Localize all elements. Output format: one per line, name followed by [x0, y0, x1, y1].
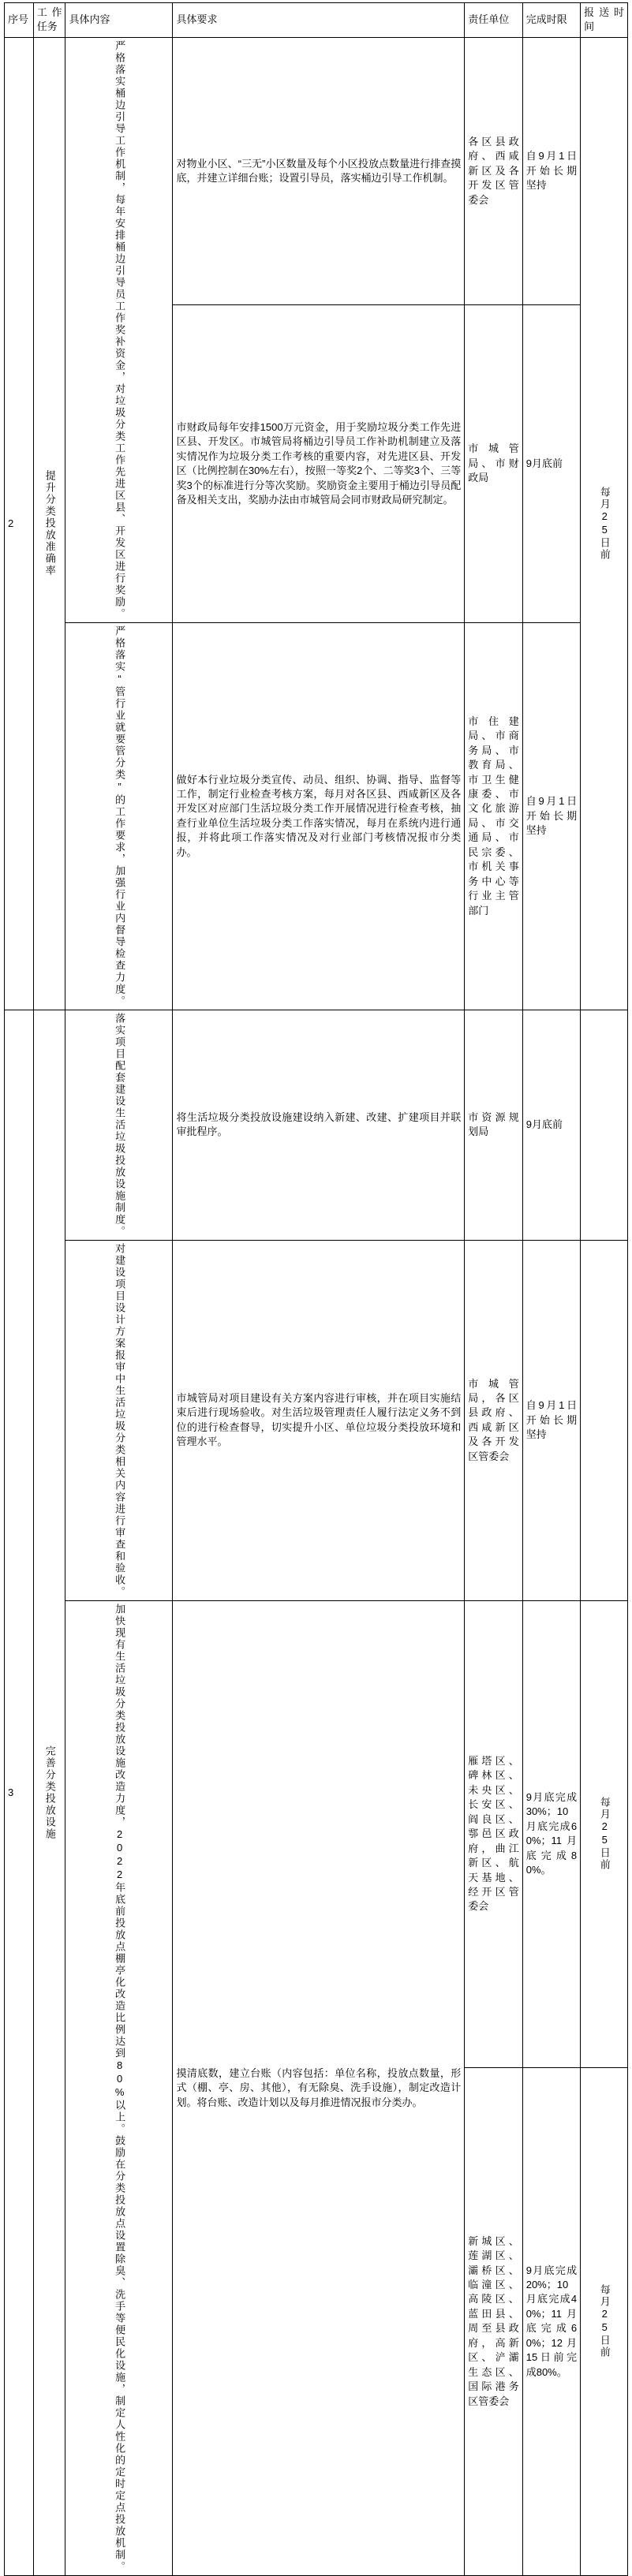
header-requirement	[173, 3, 465, 38]
header-deadline-label: 完成时限	[525, 13, 567, 26]
row-task-label: 完善分类投放设施	[43, 1745, 56, 1840]
row-content	[65, 1600, 173, 2575]
row-deadline	[522, 622, 580, 1010]
header-responsible-label: 责任单位	[468, 13, 510, 26]
row-responsible-label: 市城管局，各区县政府、西咸新区及各开发区管委会	[468, 1377, 519, 1462]
row-report	[581, 37, 628, 1010]
table-row	[5, 1240, 628, 1600]
header-report-label: 报送时间	[584, 6, 624, 33]
row-responsible-label: 新城区、莲湖区、灞桥区、临潼区、高陵区、蓝田县、周至县政府，高新区、浐灞生态区、国际港务区管委会	[468, 2234, 519, 2407]
row-content-label: 严格落实“管行业就要管分类”的工作要求，加强行业内督导检查力度。	[114, 625, 126, 1007]
row-responsible	[465, 2067, 522, 2575]
header-seq-label: 序号	[8, 13, 29, 26]
header-task-label: 工作任务	[36, 6, 62, 33]
row-seq	[5, 37, 34, 1010]
row-responsible-label: 市住建局、市商务局、市教育局、市卫生健康委、市文化旅游局、市交通局、市民宗委、市机关事务中心等行业主管部门	[468, 715, 519, 917]
row-requirement	[173, 37, 465, 304]
header-content	[65, 3, 173, 38]
row-content-label: 对建设项目设计方案报审中生活垃圾分类相关内容进行审查和验收。	[114, 1242, 126, 1598]
row-content-label: 落实项目配套建设生活垃圾投放设施制度。	[114, 1012, 126, 1238]
header-task	[33, 3, 65, 38]
row-report-label: 每月25日前	[598, 1797, 611, 1872]
row-requirement	[173, 305, 465, 623]
row-requirement-label: 市财政局每年安排1500万元资金，用于奖励垃圾分类工作先进区县、开发区。市城管局将桶边引导员工作补助机制建立及落实情况作为垃圾分类工作考核的重要内容，对先进区县、开发区（比例控制在30%左右），按照一等奖2个、二等奖3个、三等奖3个的标准进行分等次奖励。奖励资金主要用于桶边引导员配备及相关支出，奖励办法由市城管局会同市财政局研究制定。	[176, 420, 462, 506]
table-header-row	[5, 3, 628, 38]
row-content-label: 加快现有生活垃圾分类投放设施改造力度，2022年底前投放点棚亭化改造比例达到80%以上。鼓励在分类投放点设置除臭、洗手等便民化设施，制定人性化的定时定点投放机制。	[114, 1603, 126, 2573]
row-responsible-label: 市城管局、市财政局	[468, 442, 519, 484]
row-requirement-label: 对物业小区、“三无”小区数量及每个小区投放点数量进行排查摸底，并建立详细台账；设置引导员，落实桶边引导工作机制。	[176, 157, 462, 185]
row-responsible-label: 各区县政府、西咸新区及各开发区管委会	[468, 135, 519, 206]
row-deadline	[522, 305, 580, 623]
table-row	[5, 1010, 628, 1240]
row-task-label: 提升分类投放准确率	[43, 470, 56, 577]
row-content-label: 严格落实桶边引导工作机制，每年安排桶边引导员工作奖补资金，对垃圾分类工作先进区县、开发区进行奖励。	[114, 39, 126, 620]
row-report	[581, 1010, 628, 1240]
row-responsible	[465, 1010, 522, 1240]
header-report	[581, 3, 628, 38]
row-deadline-label: 9月底完成20%；10月底完成40%；11月底完成60%；12月15日前完成80%。	[525, 2264, 578, 2378]
row-content	[65, 37, 173, 622]
table-row	[5, 1600, 628, 2067]
row-content	[65, 1010, 173, 1240]
header-responsible	[465, 3, 522, 38]
row-responsible	[465, 622, 522, 1010]
row-deadline-label: 9月底前	[525, 1118, 563, 1131]
row-responsible-label: 市资源规划局	[468, 1111, 519, 1138]
row-deadline	[522, 1600, 580, 2067]
row-requirement-label: 将生活垃圾分类投放设施建设纳入新建、改建、扩建项目并联审批程序。	[176, 1111, 462, 1138]
row-report	[581, 1600, 628, 2067]
row-deadline-label: 自9月1日开始长期坚持	[525, 150, 578, 192]
row-seq-label: 3	[8, 1786, 14, 1798]
row-deadline	[522, 37, 580, 304]
row-task	[33, 37, 65, 1010]
row-content	[65, 1240, 173, 1600]
row-task	[33, 1010, 65, 2575]
header-seq	[5, 3, 34, 38]
row-deadline	[522, 1010, 580, 1240]
row-requirement-label: 做好本行业垃圾分类宣传、动员、组织、协调、指导、监督等工作，制定行业检查考核方案，每月对各区县、西咸新区及各开发区对应部门生活垃圾分类工作开展情况进行检查考核，抽查行业单位生活垃圾分类工作落实情况，每月在系统内进行通报，并将此项工作落实情况及对行业部门考核情况报市分类办。	[176, 773, 462, 858]
row-deadline	[522, 2067, 580, 2575]
row-requirement	[173, 1240, 465, 1600]
row-requirement	[173, 1600, 465, 2575]
row-report-label: 每月25日前	[598, 2284, 611, 2359]
document-page	[0, 2, 632, 2576]
row-requirement	[173, 1010, 465, 1240]
table-row	[5, 622, 628, 1010]
row-seq-label: 2	[8, 517, 14, 529]
row-responsible	[465, 305, 522, 623]
row-seq	[5, 1010, 34, 2575]
row-responsible	[465, 37, 522, 304]
row-deadline-label: 9月底前	[525, 457, 563, 469]
row-requirement	[173, 622, 465, 1010]
row-deadline-label: 自9月1日开始长期坚持	[525, 1399, 578, 1441]
header-requirement-label: 具体要求	[176, 13, 218, 26]
header-deadline	[522, 3, 580, 38]
row-report-label: 每月25日前	[598, 486, 611, 561]
row-report	[581, 2067, 628, 2575]
row-requirement-label: 市城管局对项目建设有关方案内容进行审核，并在项目实施结束后进行现场验收。对生活垃圾管理责任人履行法定义务不到位的进行检查督导，切实提升小区、单位垃圾分类投放环境和管理水平。	[176, 1392, 462, 1448]
row-deadline	[522, 1240, 580, 1600]
row-responsible	[465, 1600, 522, 2067]
row-deadline-label: 自9月1日开始长期坚持	[525, 795, 578, 837]
table-row	[5, 37, 628, 304]
row-content	[65, 622, 173, 1010]
row-requirement-label: 摸清底数，建立台账（内容包括：单位名称，投放点数量，形式（棚、亭、房、其他），有无除臭、洗手设施），制定改造计划。将台账、改造计划以及每月推进情况报市分类办。	[176, 2066, 462, 2108]
row-report	[581, 1240, 628, 1600]
task-table	[4, 2, 628, 2576]
row-responsible	[465, 1240, 522, 1600]
header-content-label: 具体内容	[69, 13, 110, 26]
row-responsible-label: 雁塔区、碑林区、未央区、长安区、阎良区、鄠邑区政府，曲江新区、航天基地、经开区管委会	[468, 1754, 519, 1913]
row-deadline-label: 9月底完成30%；10月底完成60%；11月底完成80%。	[525, 1791, 578, 1876]
